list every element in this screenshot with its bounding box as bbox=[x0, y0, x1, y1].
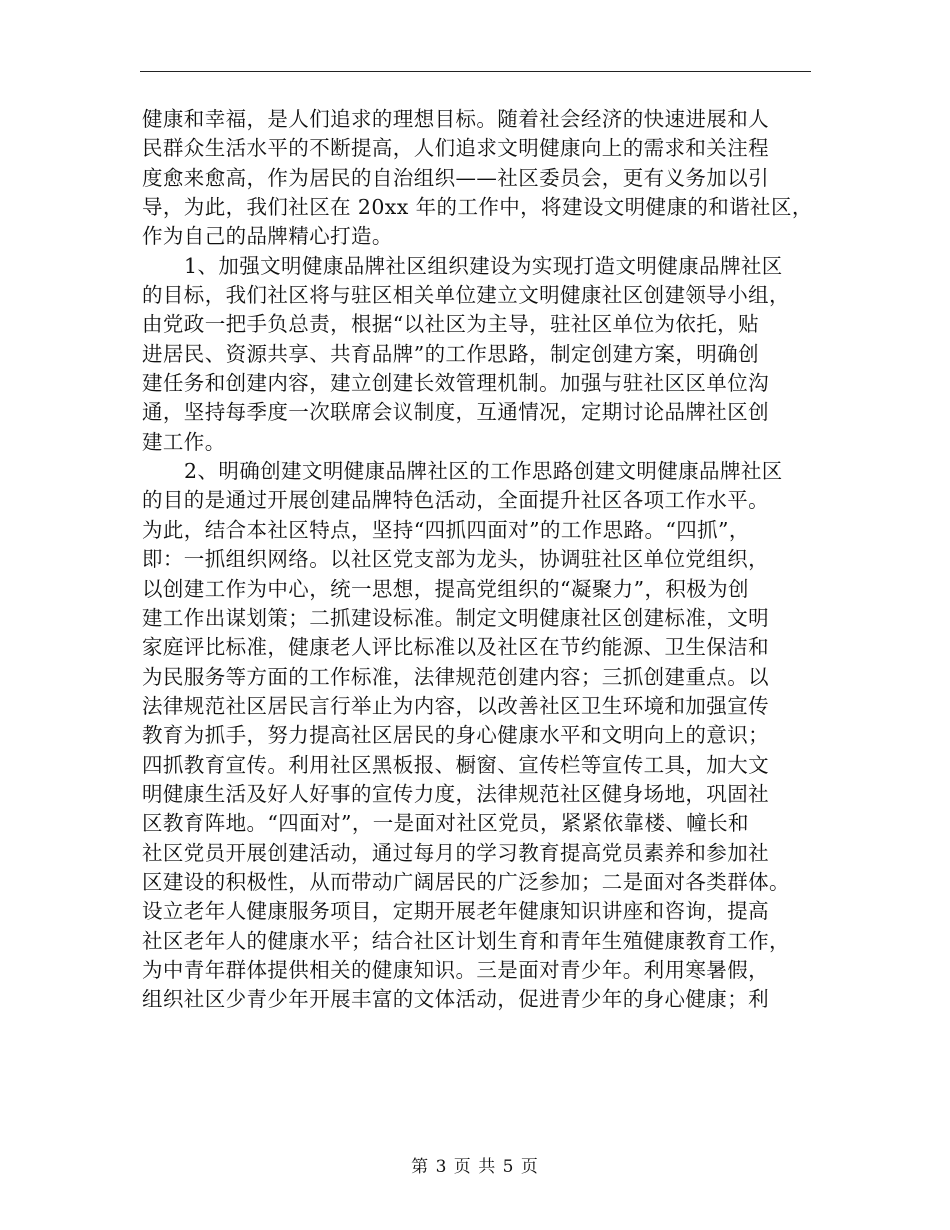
text-line: 即：一抓组织网络。以社区党支部为龙头，协调驻社区单位党组织， bbox=[142, 547, 769, 572]
text-line: 作为自己的品牌精心打造。 bbox=[142, 224, 393, 249]
text-line: 2、明确创建文明健康品牌社区的工作思路创建文明健康品牌社区 bbox=[184, 459, 783, 484]
text-line: 明健康生活及好人好事的宣传力度，法律规范社区健身场地，巩固社 bbox=[142, 781, 769, 806]
text-line: 法律规范社区居民言行举止为内容，以改善社区卫生环境和加强宣传 bbox=[142, 693, 769, 718]
page-footer: 第 3 页 共 5 页 bbox=[411, 1157, 539, 1177]
text-line: 的目的是通过开展创建品牌特色活动，全面提升社区各项工作水平。 bbox=[142, 488, 769, 513]
text-line: 教育为抓手，努力提高社区居民的身心健康水平和文明向上的意识； bbox=[142, 723, 769, 748]
text-line: 进居民、资源共享、共育品牌”的工作思路，制定创建方案，明确创 bbox=[142, 341, 759, 366]
text-line: 民群众生活水平的不断提高，人们追求文明健康向上的需求和关注程 bbox=[142, 136, 769, 161]
text-line: 四抓教育宣传。利用社区黑板报、橱窗、宣传栏等宣传工具，加大文 bbox=[142, 752, 769, 777]
text-line: 度愈来愈高，作为居民的自治组织——社区委员会，更有义务加以引 bbox=[142, 165, 769, 190]
header-rule bbox=[140, 71, 811, 72]
text-line: 为民服务等方面的工作标准，法律规范创建内容；三抓创建重点。以 bbox=[142, 664, 769, 689]
text-line: 健康和幸福，是人们追求的理想目标。随着社会经济的快速进展和人 bbox=[142, 107, 769, 131]
text-line: 区建设的积极性，从而带动广阔居民的广泛参加；二是面对各类群体。 bbox=[142, 869, 790, 894]
text-line: 社区党员开展创建活动，通过每月的学习教育提高党员素养和参加社 bbox=[142, 840, 769, 865]
text-line: 1、加强文明健康品牌社区组织建设为实现打造文明健康品牌社区 bbox=[184, 253, 783, 278]
text-line: 建工作。 bbox=[142, 429, 226, 454]
text-line: 通，坚持每季度一次联席会议制度，互通情况，定期讨论品牌社区创 bbox=[142, 400, 769, 425]
text-line: 为此，结合本社区特点，坚持“四抓四面对”的工作思路。“四抓”， bbox=[142, 517, 750, 542]
text-line: 家庭评比标准，健康老人评比标准以及社区在节约能源、卫生保洁和 bbox=[142, 635, 769, 660]
text-line: 为中青年群体提供相关的健康知识。三是面对青少年。利用寒暑假， bbox=[142, 957, 769, 982]
text-line: 以创建工作为中心，统一思想，提高党组织的“凝聚力”，积极为创 bbox=[142, 576, 749, 601]
text-line: 建工作出谋划策；二抓建设标准。制定文明健康社区创建标准，文明 bbox=[142, 605, 769, 630]
text-line: 由党政一把手负总责，根据“以社区为主导，驻社区单位为依托，贴 bbox=[142, 312, 759, 337]
text-line: 建任务和创建内容，建立创建长效管理机制。加强与驻社区区单位沟 bbox=[142, 371, 769, 396]
text-line: 的目标，我们社区将与驻区相关单位建立文明健康社区创建领导小组， bbox=[142, 283, 790, 308]
text-line: 导，为此，我们社区在 20xx 年的工作中，将建设文明健康的和谐社区， bbox=[142, 195, 813, 220]
text-line: 社区老年人的健康水平；结合社区计划生育和青年生殖健康教育工作， bbox=[142, 928, 790, 953]
text-line: 区教育阵地。“四面对”，一是面对社区党员，紧紧依靠楼、幢长和 bbox=[142, 811, 749, 836]
document-body bbox=[142, 105, 813, 1015]
text-line: 组织社区少青少年开展丰富的文体活动，促进青少年的身心健康；利 bbox=[142, 987, 769, 1012]
text-line: 设立老年人健康服务项目，定期开展老年健康知识讲座和咨询，提高 bbox=[142, 899, 769, 924]
